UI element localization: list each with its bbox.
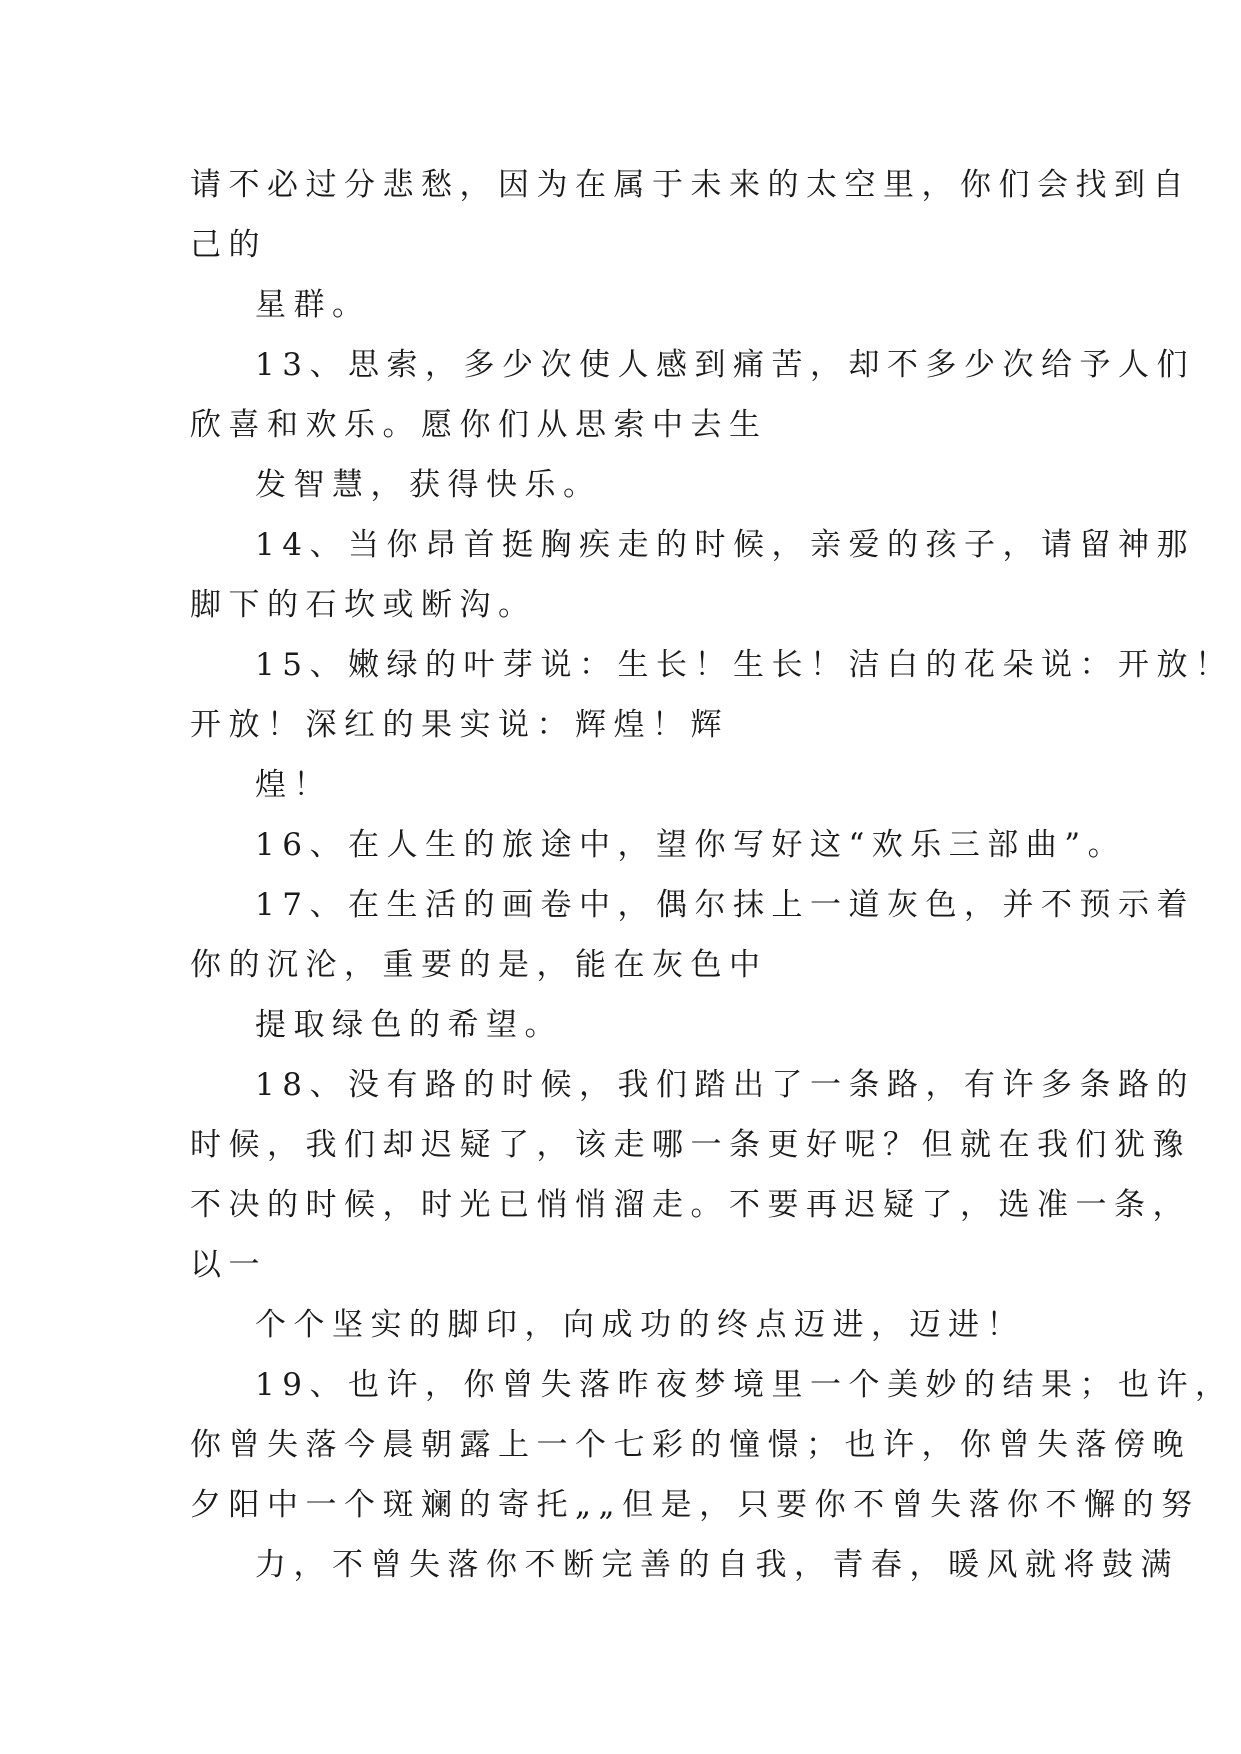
text-line: 开放！深红的果实说：辉煌！辉	[190, 707, 729, 743]
text-line: 以一	[190, 1247, 267, 1283]
text-line: 15、嫩绿的叶芽说：生长！生长！洁白的花朵说：开放！	[255, 647, 1234, 683]
text-line: 不决的时候，时光已悄悄溜走。不要再迟疑了，选准一条，	[190, 1187, 1191, 1223]
text-line: 星群。	[255, 287, 371, 323]
text-line: 己的	[190, 227, 267, 263]
text-line: 脚下的石坎或断沟。	[190, 587, 537, 623]
text-line: 欣喜和欢乐。愿你们从思索中去生	[190, 407, 768, 443]
text-line: 17、在生活的画卷中，偶尔抹上一道灰色，并不预示着	[255, 887, 1195, 923]
text-line: 19、也许，你曾失落昨夜梦境里一个美妙的结果；也许，	[255, 1367, 1234, 1403]
text-line: 请不必过分悲愁，因为在属于未来的太空里，你们会找到自	[190, 167, 1191, 203]
text-line: 煌！	[255, 767, 332, 803]
text-line: 时候，我们却迟疑了，该走哪一条更好呢？但就在我们犹豫	[190, 1127, 1191, 1163]
text-line: 个个坚实的脚印，向成功的终点迈进，迈进！	[255, 1307, 1025, 1343]
text-line: 你的沉沦，重要的是，能在灰色中	[190, 947, 768, 983]
text-line: 力，不曾失落你不断完善的自我，青春，暖风就将鼓满	[255, 1547, 1179, 1583]
text-line: 14、当你昂首挺胸疾走的时候，亲爱的孩子，请留神那	[255, 527, 1195, 563]
text-line: 16、在人生的旅途中，望你写好这“欢乐三部曲”。	[255, 827, 1127, 863]
text-line: 夕阳中一个斑斓的寄托„„但是，只要你不曾失落你不懈的努	[190, 1487, 1200, 1523]
text-line: 13、思索，多少次使人感到痛苦，却不多少次给予人们	[255, 347, 1195, 383]
text-line: 发智慧，获得快乐。	[255, 467, 602, 503]
text-line: 你曾失落今晨朝露上一个七彩的憧憬；也许，你曾失落傍晚	[190, 1427, 1191, 1463]
text-line: 提取绿色的希望。	[255, 1007, 563, 1043]
text-line: 18、没有路的时候，我们踏出了一条路，有许多条路的	[255, 1067, 1195, 1103]
